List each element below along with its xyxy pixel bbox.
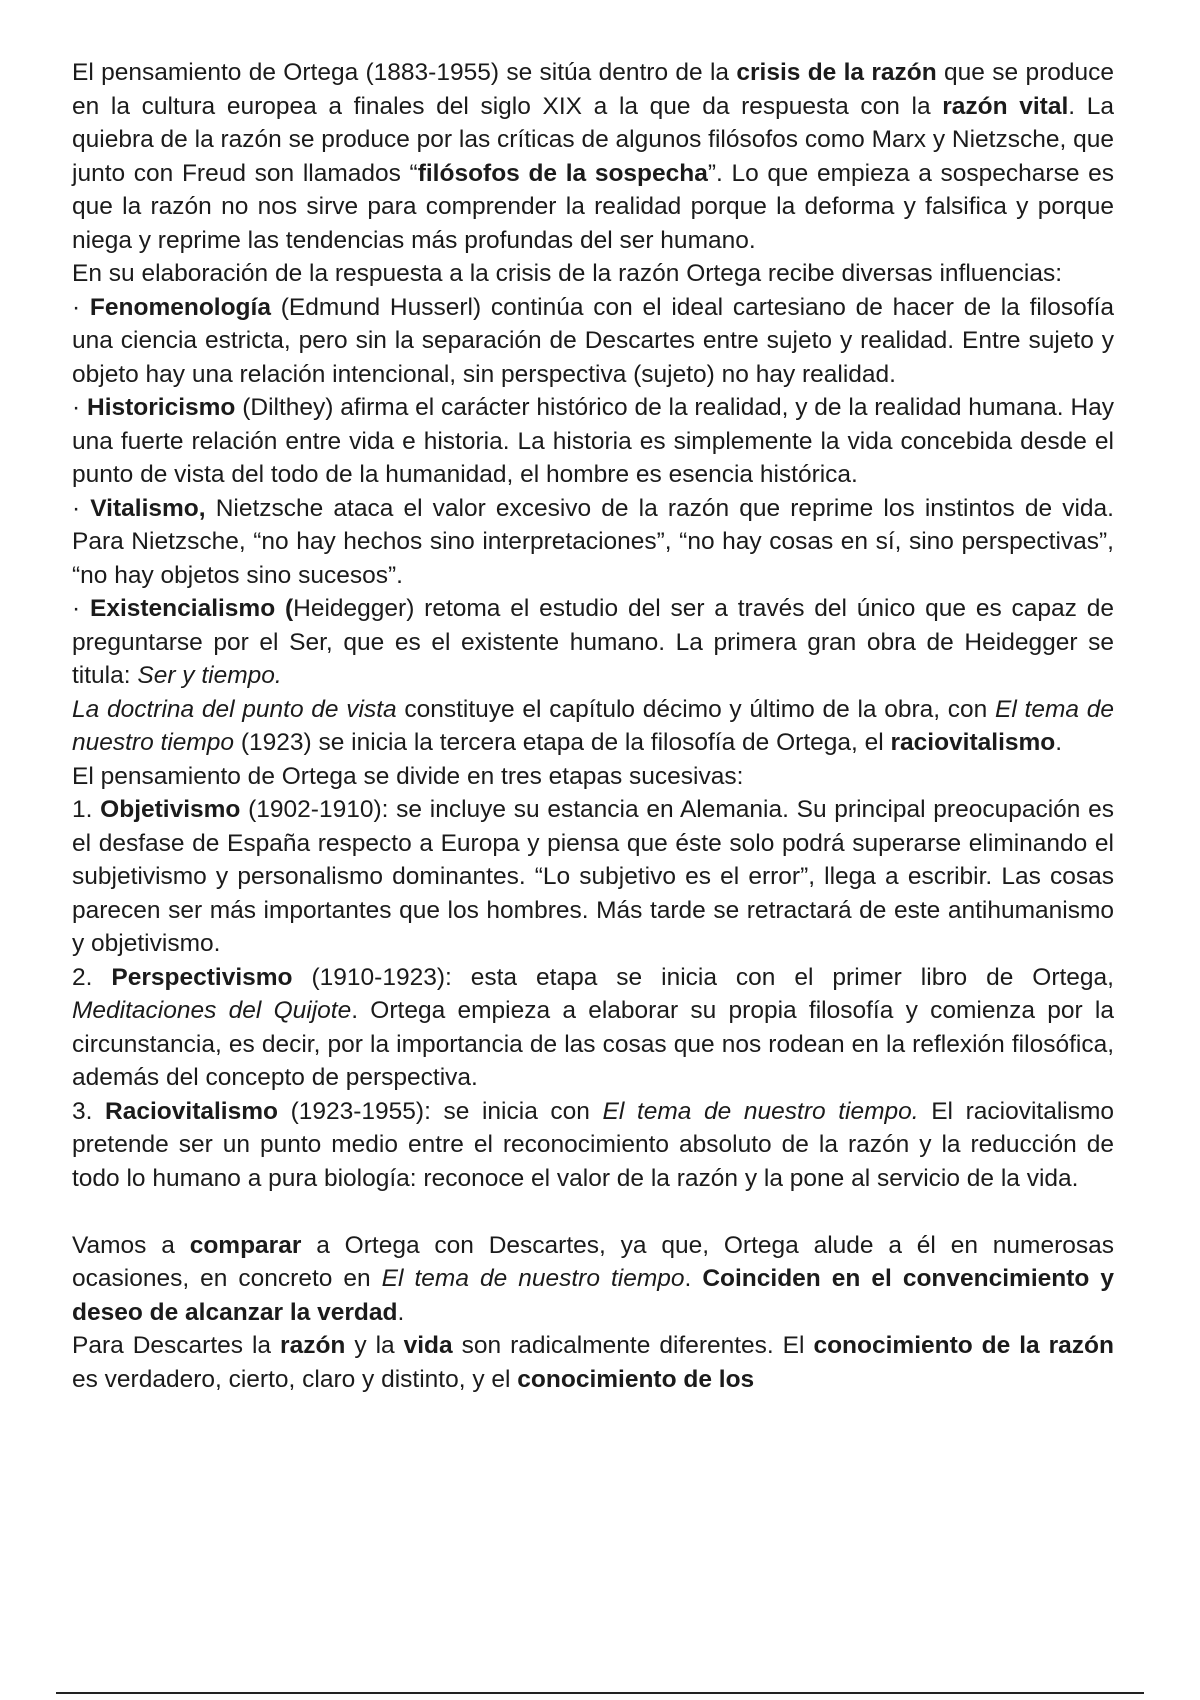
text-run: 3. (72, 1097, 106, 1125)
text-run: (1902-1910): se incluye su estancia en Alemania. Su principal preocupación es el desfase de España respecto a Europa y piensa que éste solo podrá superarse eliminando el subjetivismo y personalismo dominantes. “Lo subjetivo es el error”, llega a escribir. Las cosas parecen ser más importantes que los hombres. Más tarde se retractará de este antihumanismo y objetivismo. (72, 796, 1114, 957)
text-run: y la (345, 1332, 404, 1359)
text-run: (1923-1955): se inicia con (277, 1097, 603, 1125)
bold-text: razón (280, 1332, 346, 1359)
text-run: son radicalmente diferentes. El (452, 1332, 814, 1359)
document-body (72, 56, 1114, 1396)
text-run: constituye el capítulo décimo y último de la obra, con (396, 695, 996, 723)
text-run: que se produce en la cultura europea a finales del siglo XIX a la que da respuesta con la (72, 59, 1114, 120)
text-run: Heidegger) retoma el estudio del ser a través del único que es capaz de preguntarse por el Ser, que es el existente humano. La primera gran obra de Heidegger se titula: (72, 595, 1114, 689)
text-run: El pensamiento de Ortega se divide en tres etapas sucesivas: (72, 762, 744, 790)
bold-text: raciovitalismo (890, 729, 1056, 756)
text-run: (1923) se inicia la tercera etapa de la filosofía de Ortega, el (234, 729, 891, 756)
bold-text: Vitalismo, (90, 494, 206, 522)
text-run: es verdadero, cierto, claro y distinto, y el (72, 1365, 518, 1393)
text-run: . (684, 1265, 703, 1292)
bold-text: Raciovitalismo (105, 1097, 278, 1125)
text-run: (Edmund Husserl) continúa con el ideal cartesiano de hacer de la filosofía una ciencia estricta, pero sin la separación de Descartes entre sujeto y realidad. Entre sujeto y objeto hay una relación intencional, sin perspectiva (sujeto) no hay realidad. (72, 293, 1114, 388)
bold-text: Historicismo (87, 394, 236, 421)
paragraph (72, 961, 1114, 1095)
bold-text: Objetivismo (100, 796, 241, 823)
text-run: En su elaboración de la respuesta a la crisis de la razón Ortega recibe diversas influencias: (72, 260, 1063, 287)
paragraph (72, 760, 1114, 794)
bold-text: Existencialismo ( (89, 595, 294, 622)
text-run: Vamos a (72, 1231, 190, 1259)
text-run: a Ortega con Descartes, ya que, Ortega alude a él en numerosas ocasiones, en concreto en (72, 1231, 1114, 1292)
text-run: . (397, 1298, 405, 1326)
bold-text: Coinciden en el convencimiento y deseo de alcanzar la verdad (72, 1265, 1114, 1326)
italic-text: Meditaciones del Quijote (72, 997, 352, 1024)
text-run: 2. (72, 963, 112, 991)
text-run: · (72, 595, 90, 622)
italic-text: La doctrina del punto de vista (72, 695, 397, 723)
bold-text: vida (403, 1332, 453, 1359)
text-run: 1. (72, 796, 101, 823)
page-bottom-rule (56, 1692, 1144, 1694)
paragraph (72, 56, 1114, 257)
bold-text: crisis de la razón (736, 59, 937, 86)
italic-text: El tema de nuestro tiempo (72, 695, 1114, 756)
paragraph (72, 391, 1114, 492)
text-run: Nietzsche ataca el valor excesivo de la razón que reprime los instintos de vida. Para Nietzsche, “no hay hechos sino interpretaciones”, “no hay cosas en sí, sino perspectivas”, “no hay objetos sino sucesos”. (72, 494, 1114, 589)
text-run: . La quiebra de la razón se produce por las críticas de algunos filósofos como Marx y Nietzsche, que junto con Freud son llamados “ (72, 92, 1114, 187)
italic-text: Ser y tiempo. (137, 662, 282, 689)
text-run: El pensamiento de Ortega (1883-1955) se sitúa dentro de la (72, 59, 737, 86)
bold-text: comparar (189, 1231, 302, 1259)
paragraph (72, 291, 1114, 392)
bold-text: conocimiento de la razón (813, 1332, 1114, 1359)
bold-text: Perspectivismo (111, 963, 293, 991)
bold-text: filósofos de la sospecha (417, 159, 708, 187)
text-run: ”. Lo que empieza a sospecharse es que la razón no nos sirve para comprender la realidad porque la deforma y falsifica y porque niega y reprime las tendencias más profundas del ser humano. (72, 159, 1114, 254)
bold-text: Fenomenología (89, 293, 271, 321)
text-run: · (72, 293, 90, 321)
paragraph (72, 693, 1114, 760)
paragraph (72, 1095, 1114, 1196)
text-run: El raciovitalismo pretende ser un punto medio entre el reconocimiento absoluto de la razón y la reducción de todo lo humano a pura biología: reconoce el valor de la razón y la pone al servicio de la vida. (72, 1097, 1114, 1192)
paragraph (72, 592, 1114, 693)
text-run: (1910-1923): esta etapa se inicia con el primer libro de Ortega, (292, 963, 1114, 991)
bold-text: razón vital (942, 92, 1069, 120)
text-run: Para Descartes la (72, 1332, 281, 1359)
paragraph (72, 1229, 1114, 1330)
italic-text: El tema de nuestro tiempo. (602, 1097, 919, 1125)
bold-text: conocimiento de los (517, 1365, 755, 1393)
text-run: (Dilthey) afirma el carácter histórico de la realidad, y de la realidad humana. Hay una fuerte relación entre vida e historia. La historia es simplemente la vida concebida desde el punto de vista del todo de la humanidad, el hombre es esencia histórica. (72, 394, 1115, 488)
text-run: . (1055, 729, 1063, 756)
text-run: · (72, 494, 91, 522)
paragraph (72, 257, 1114, 291)
paragraph (72, 492, 1114, 593)
paragraph (72, 1329, 1114, 1396)
paragraph (72, 793, 1114, 961)
italic-text: El tema de nuestro tiempo (381, 1265, 685, 1292)
text-run: · (72, 394, 87, 421)
paragraph-spacer (72, 1195, 1114, 1229)
text-run: . Ortega empieza a elaborar su propia filosofía y comienza por la circunstancia, es decir, por la importancia de las cosas que nos rodean en la reflexión filosófica, además del concepto de perspectiva. (72, 997, 1114, 1091)
